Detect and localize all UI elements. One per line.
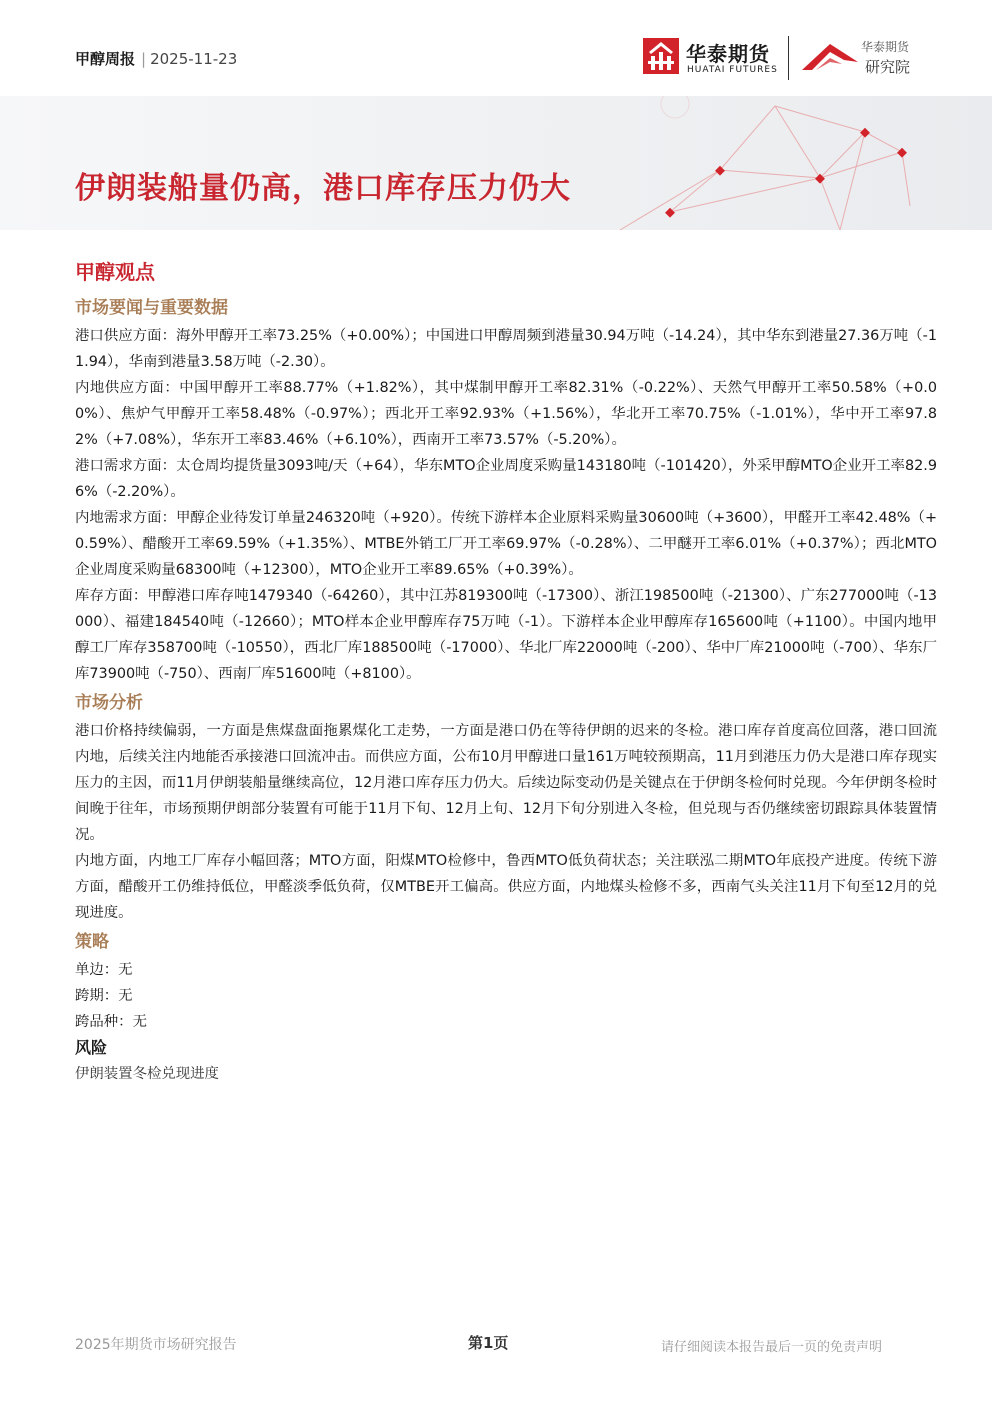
logo-divider	[788, 36, 789, 80]
risk-heading: 风险	[75, 1038, 108, 1057]
page-header	[0, 0, 992, 96]
news-paragraph-inland-supply: 内地供应方面：中国甲醇开工率88.77%（+1.82%），其中煤制甲醇开工率82.31%（-0.22%）、天然气甲醇开工率50.58%（+0.00%）、焦炉气甲醇开工率58.48%（-0.97%）；西北开工率92.93%（+1.56%），华北开工率70.75%（-1.01%），华中开工率97.82%（+7.08%），华东开工率83.46%（+6.10%），西南开工率73.57%（-5.20%）。	[75, 380, 937, 448]
footer-page-number: 第1页	[468, 1334, 509, 1352]
institute-logo-icon	[800, 40, 860, 74]
analysis-heading: 市场分析	[75, 693, 143, 713]
report-body	[75, 258, 937, 1087]
logo-english-name: HUATAI FUTURES	[687, 65, 778, 75]
strategy-heading: 策略	[75, 932, 109, 952]
risk-text: 伊朗装置冬检兑现进度	[75, 1066, 219, 1082]
doc-date: 2025-11-23	[150, 50, 238, 68]
institute-name-bottom: 研究院	[865, 58, 911, 76]
main-heading: 甲醇观点	[75, 260, 155, 284]
huatai-logo-icon	[643, 38, 679, 74]
page-footer	[0, 1320, 992, 1403]
analysis-paragraph-port: 港口价格持续偏弱，一方面是焦煤盘面拖累煤化工走势，一方面是港口仍在等待伊朗的迟来的冬检。港口库存首度高位回落，港口回流内地，后续关注内地能否承接港口回流冲击。而供应方面，公布10月甲醇进口量161万吨较预期高，11月到港压力仍大是港口库存现实压力的主因，而11月伊朗装船量继续高位，12月港口库存压力仍大。后续边际变动仍是关键点在于伊朗冬检何时兑现。今年伊朗冬检时间晚于往年，市场预期伊朗部分装置有可能于11月下旬、12月上旬、12月下旬分别进入冬检，但兑现与否仍继续密切跟踪具体装置情况。	[75, 723, 937, 843]
institute-name-top: 华泰期货	[861, 40, 910, 54]
doc-separator: |	[141, 50, 147, 68]
logo-chinese-name: 华泰期货	[686, 42, 770, 66]
doc-label	[75, 48, 237, 69]
footer-report-name: 2025年期货市场研究报告	[75, 1337, 237, 1353]
strategy-item-outright: 单边：无	[75, 962, 133, 978]
footer-disclaimer-note: 请仔细阅读本报告最后一页的免责声明	[661, 1340, 883, 1355]
news-paragraph-port-demand: 港口需求方面：太仓周均提货量3093吨/天（+64），华东MTO企业周度采购量143180吨（-101420），外采甲醇MTO企业开工率82.96%（-2.20%）。	[75, 458, 937, 500]
report-title: 伊朗装船量仍高，港口库存压力仍大	[75, 171, 571, 206]
analysis-paragraph-inland: 内地方面，内地工厂库存小幅回落；MTO方面，阳煤MTO检修中，鲁西MTO低负荷状态；关注联泓二期MTO年底投产进度。传统下游方面，醋酸开工仍维持低位，甲醛淡季低负荷，仅MTBE开工偏高。供应方面，内地煤头检修不多，西南气头关注11月下旬至12月的兑现进度。	[75, 853, 937, 921]
news-paragraph-inland-demand: 内地需求方面：甲醇企业待发订单量246320吨（+920）。传统下游样本企业原料采购量30600吨（+3600），甲醛开工率42.48%（+0.59%）、醋酸开工率69.59%（+1.35%）、MTBE外销工厂开工率69.97%（-0.28%）、二甲醚开工率6.01%（+0.37%）；西北MTO企业周度采购量68300吨（+12300），MTO企业开工率89.65%（+0.39%）。	[75, 510, 937, 578]
strategy-item-cross: 跨品种：无	[75, 1014, 147, 1030]
news-paragraph-port-supply: 港口供应方面：海外甲醇开工率73.25%（+0.00%）；中国进口甲醇周频到港量30.94万吨（-14.24），其中华东到港量27.36万吨（-11.94），华南到港量3.58万吨（-2.30）。	[75, 328, 937, 370]
huatai-logo	[643, 36, 943, 86]
news-heading: 市场要闻与重要数据	[75, 298, 228, 318]
strategy-item-calendar: 跨期：无	[75, 988, 133, 1004]
decorative-network-graphic	[600, 96, 930, 230]
doc-type: 甲醇周报	[75, 50, 136, 68]
news-paragraph-inventory: 库存方面：甲醇港口库存吨1479340（-64260），其中江苏819300吨（-17300）、浙江198500吨（-21300）、广东277000吨（-13000）、福建184540吨（-12660）；MTO样本企业甲醇库存75万吨（-1）。下游样本企业甲醇库存165600吨（+1100）。中国内地甲醇工厂库存358700吨（-10550），西北厂库188500吨（-17000）、华北厂库22000吨（-200）、华中厂库21000吨（-700）、华东厂库73900吨（-750）、西南厂库51600吨（+8100）。	[75, 588, 937, 682]
